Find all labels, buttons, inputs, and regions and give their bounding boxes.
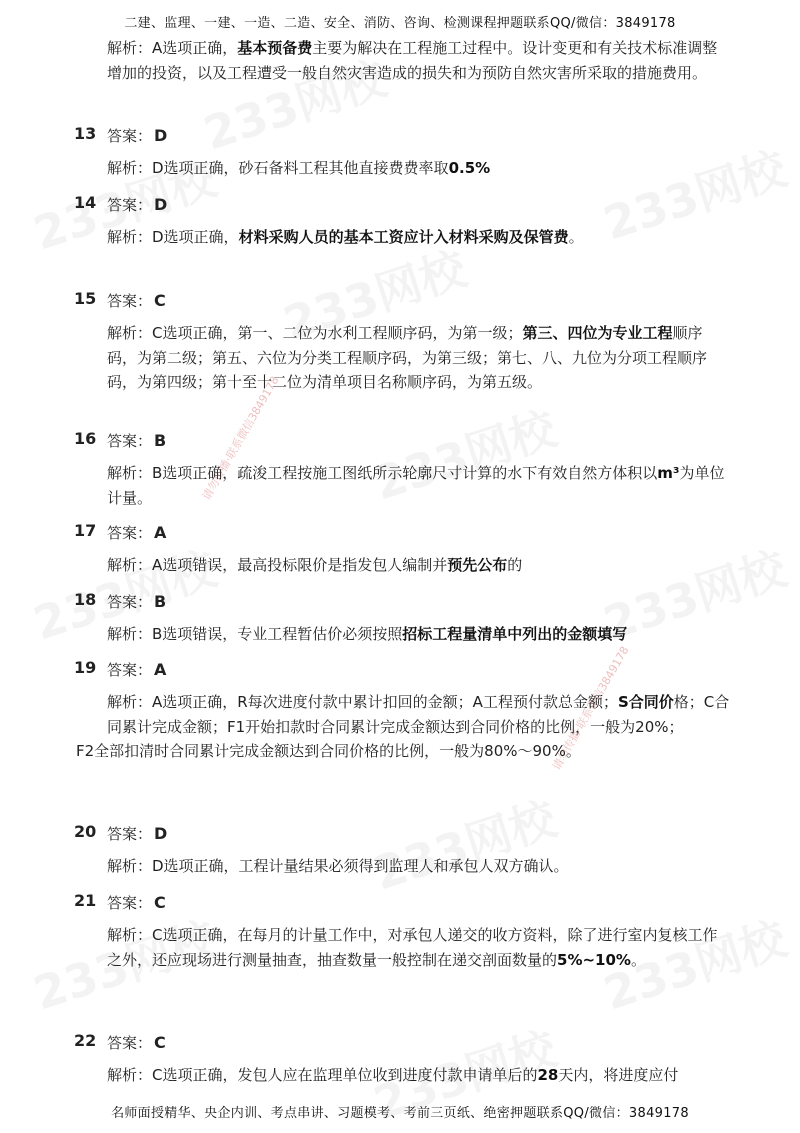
question-item: [0, 1031, 800, 1088]
question-number: 18: [74, 590, 97, 609]
question-number: 22: [74, 1031, 97, 1050]
answer-line: 答案： D: [107, 126, 168, 145]
question-item: [0, 822, 800, 879]
question-item: [0, 124, 800, 181]
question-item: [0, 521, 800, 578]
intro-explanation: 解析：A选项正确，基本预备费主要为解决在工程施工过程中。设计变更和有关技术标准调整增加的投资，以及工程遭受一般自然灾害造成的损失和为预防自然灾害所采取的措施费用。: [107, 39, 718, 82]
question-item: [0, 429, 800, 510]
explanation: 解析：C选项正确，发包人应在监理单位收到进度付款申请单后的28天内，将进度应付: [107, 1066, 679, 1084]
answer-line: 答案： C: [107, 1033, 166, 1052]
explanation: 解析：B选项错误，专业工程暂估价必须按照招标工程量清单中列出的金额填写: [107, 625, 628, 643]
answer-line: 答案： A: [107, 523, 167, 542]
question-number: 13: [74, 124, 97, 143]
explanation: 解析：D选项正确，材料采购人员的基本工资应计入材料采购及保管费。: [107, 228, 584, 246]
explanation: 解析：C选项正确，第一、二位为水利工程顺序码，为第一级；第三、四位为专业工程顺序码，为第二级；第五、六位为分类工程顺序码，为第三级；第七、八、九位为分项工程顺序码，为第四级；第十至十二位为清单项目名称顺序码，为第五级。: [107, 324, 708, 391]
answer-line: 答案： B: [107, 592, 167, 611]
question-number: 20: [74, 822, 97, 841]
answer-line: 答案： D: [107, 195, 168, 214]
question-number: 17: [74, 521, 97, 540]
explanation: 解析：A选项正确，R每次进度付款中累计扣回的金额；A工程预付款总金额；S合同价格；C合同累计完成金额；F1开始扣款时合同累计完成金额达到合同价格的比例，一般为20%；: [107, 693, 730, 736]
question-number: 15: [74, 289, 97, 308]
question-item: [0, 590, 800, 647]
question-item: [0, 193, 800, 250]
page-footer: 名师面授精华、央企内训、考点串讲、习题模考、考前三页纸、绝密押题联系QQ/微信：3849178: [111, 1106, 689, 1121]
page-header: 二建、监理、一建、一造、二造、安全、消防、咨询、检测课程押题联系QQ/微信：3849178: [124, 16, 676, 31]
question-number: 14: [74, 193, 97, 212]
question-number: 19: [74, 658, 97, 677]
answer-line: 答案： D: [107, 824, 168, 843]
explanation: 解析：C选项正确，在每月的计量工作中，对承包人递交的收方资料，除了进行室内复核工作之外，还应现场进行测量抽查，抽查数量一般控制在递交剖面数量的5%~10%。: [107, 926, 718, 969]
watermark-contact: 请勿传播·联系微信3849178: [199, 374, 282, 503]
question-number: 16: [74, 429, 97, 448]
explanation: 解析：B选项正确，疏浚工程按施工图纸所示轮廓尺寸计算的水下有效自然方体积以m³为单位计量。: [107, 464, 725, 507]
question-item: [0, 289, 800, 395]
question-item: [0, 891, 800, 972]
answer-line: 答案： C: [107, 893, 166, 912]
answer-line: 答案： B: [107, 431, 167, 450]
question-item: [0, 658, 800, 764]
question-number: 21: [74, 891, 97, 910]
answer-line: 答案： A: [107, 660, 167, 679]
explanation: 解析：D选项正确，砂石备料工程其他直接费费率取0.5%: [107, 159, 491, 177]
explanation: 解析：A选项错误，最高投标限价是指发包人编制并预先公布的: [107, 556, 523, 574]
answer-line: 答案： C: [107, 291, 166, 310]
explanation: 解析：D选项正确，工程计量结果必须得到监理人和承包人双方确认。: [107, 857, 569, 875]
explanation-continued: F2全部扣清时合同累计完成金额达到合同价格的比例，一般为80%～90%。: [76, 742, 581, 760]
watermark-contact: 请勿传播·联系微信3849178: [549, 644, 632, 773]
